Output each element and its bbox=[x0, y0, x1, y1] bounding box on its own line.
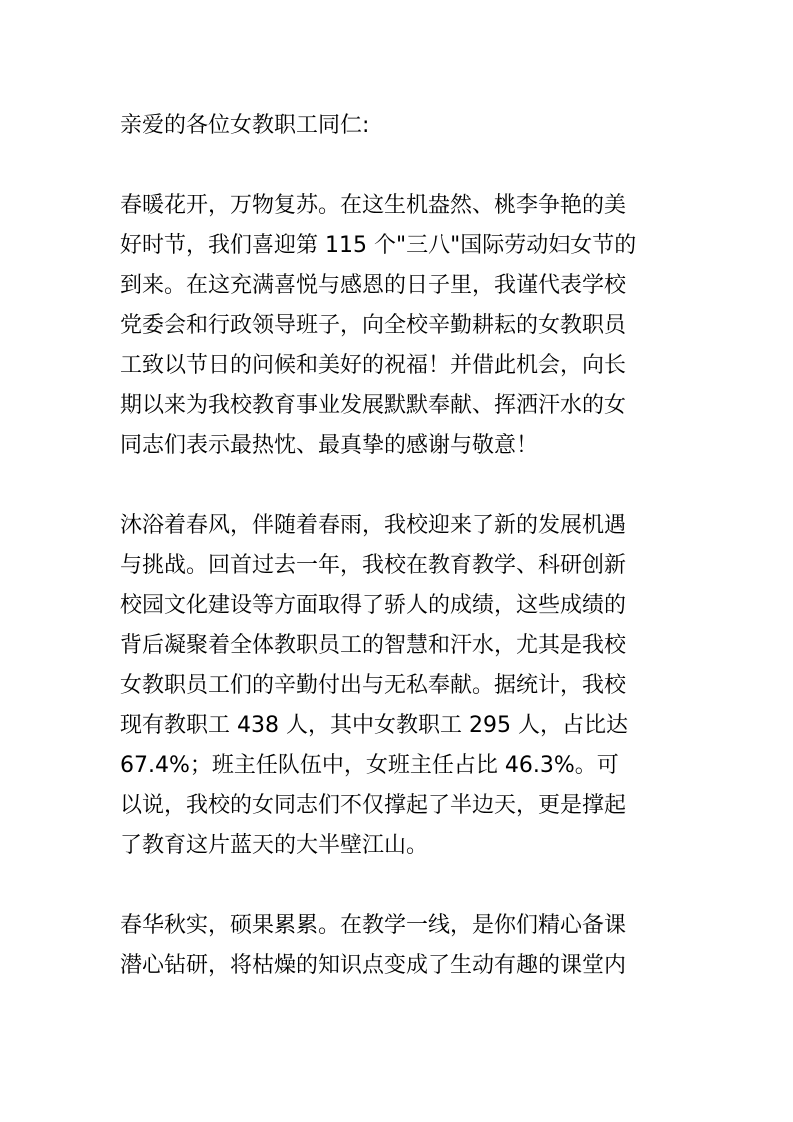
document-page bbox=[120, 106, 676, 1026]
text-line: 好时节，我们喜迎第 115 个"三八"国际劳动妇女节的 bbox=[120, 233, 637, 258]
text-line: 了教育这片蓝天的大半壁江山。 bbox=[120, 833, 429, 858]
text-line: 以说，我校的女同志们不仅撑起了半边天，更是撑起 bbox=[120, 793, 627, 818]
text-line: 现有教职工 438 人，其中女教职工 295 人，占比达 bbox=[120, 713, 628, 738]
text-line: 背后凝聚着全体教职员工的智慧和汗水，尤其是我校 bbox=[120, 633, 627, 658]
text-line: 春暖花开，万物复苏。在这生机盎然、桃李争艳的美 bbox=[120, 193, 627, 218]
paragraph-achievements-statistics bbox=[120, 506, 676, 866]
paragraph-teaching-frontline bbox=[120, 906, 676, 986]
text-line: 与挑战。回首过去一年，我校在教育教学、科研创新 bbox=[120, 553, 627, 578]
text-line: 期以来为我校教育事业发展默默奉献、挥洒汗水的女 bbox=[120, 393, 627, 418]
text-line: 党委会和行政领导班子，向全校辛勤耕耘的女教职员 bbox=[120, 313, 627, 338]
text-line: 同志们表示最热忱、最真挚的感谢与敬意！ bbox=[120, 433, 539, 458]
text-line: 女教职员工们的辛勤付出与无私奉献。据统计，我校 bbox=[120, 673, 627, 698]
text-line: 潜心钻研，将枯燥的知识点变成了生动有趣的课堂内 bbox=[120, 953, 627, 978]
paragraph-festival-greeting bbox=[120, 186, 676, 466]
greeting-salutation: 亲爱的各位女教职工同仁: bbox=[120, 113, 370, 138]
text-line: 工致以节日的问候和美好的祝福！并借此机会，向长 bbox=[120, 353, 627, 378]
text-line: 春华秋实，硕果累累。在教学一线，是你们精心备课 bbox=[120, 913, 627, 938]
text-line: 校园文化建设等方面取得了骄人的成绩，这些成绩的 bbox=[120, 593, 627, 618]
text-line: 到来。在这充满喜悦与感恩的日子里，我谨代表学校 bbox=[120, 273, 627, 298]
text-line: 67.4%；班主任队伍中，女班主任占比 46.3%。可 bbox=[120, 753, 619, 778]
text-line: 沐浴着春风，伴随着春雨，我校迎来了新的发展机遇 bbox=[120, 513, 627, 538]
